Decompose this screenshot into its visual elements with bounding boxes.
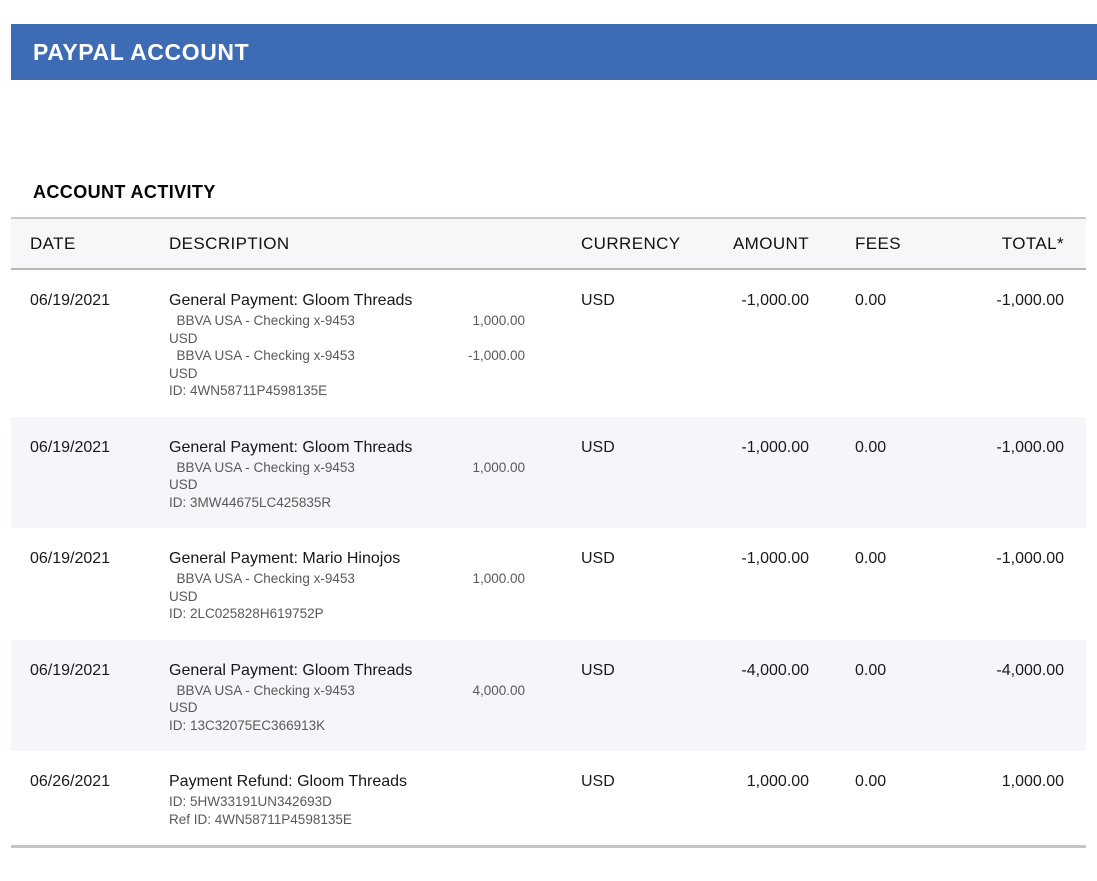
cell-amount: -1,000.00 [741, 550, 809, 567]
detail-line-text: BBVA USA - Checking x-9453 [169, 313, 355, 328]
column-header-currency: CURRENCY [581, 234, 681, 253]
cell-amount: -1,000.00 [741, 292, 809, 309]
cell-total: -4,000.00 [996, 661, 1064, 679]
cell-description [169, 417, 581, 529]
column-header-fees: FEES [855, 234, 902, 253]
detail-line-amount: -1,000.00 [467, 348, 525, 363]
detail-line-amount: 1,000.00 [472, 313, 525, 328]
detail-line-amount [415, 605, 525, 623]
cell-date: 06/19/2021 [30, 550, 111, 567]
cell-date: 06/26/2021 [30, 773, 111, 790]
cell-fees: 0.00 [855, 438, 887, 456]
account-activity-table [11, 217, 1086, 848]
column-header-description: DESCRIPTION [169, 234, 290, 253]
transaction-details [169, 793, 525, 828]
cell-date: 06/19/2021 [30, 661, 111, 679]
detail-line-text: BBVA USA - Checking x-9453 [169, 459, 355, 475]
transaction-details [169, 459, 525, 512]
detail-line-text: USD [169, 588, 198, 604]
column-header-date: DATE [30, 234, 76, 253]
table-row [11, 751, 1086, 847]
page-title: PAYPAL ACCOUNT [33, 38, 250, 65]
cell-amount: -4,000.00 [741, 661, 809, 679]
cell-fees: 0.00 [855, 292, 887, 309]
cell-description [169, 269, 581, 417]
detail-line-text: Ref ID: 4WN58711P4598135E [169, 811, 352, 827]
detail-line-amount [415, 330, 525, 348]
detail-line-text: BBVA USA - Checking x-9453 [169, 682, 355, 698]
detail-line-text: ID: 2LC025828H619752P [169, 606, 324, 621]
table-header-row [11, 218, 1086, 269]
table-row [11, 640, 1086, 752]
cell-currency: USD [581, 292, 615, 309]
transaction-description: General Payment: Gloom Threads [169, 292, 413, 309]
transaction-description: General Payment: Gloom Threads [169, 661, 413, 679]
cell-amount: 1,000.00 [746, 773, 809, 790]
detail-line-text: USD [169, 477, 198, 492]
detail-line-amount: 1,000.00 [472, 459, 525, 475]
cell-description [169, 528, 581, 640]
cell-total: -1,000.00 [996, 292, 1064, 309]
table-row [11, 528, 1086, 640]
cell-fees: 0.00 [855, 550, 887, 567]
cell-total: -1,000.00 [996, 550, 1064, 567]
detail-line-text: USD [169, 365, 198, 381]
detail-line-text: BBVA USA - Checking x-9453 [169, 571, 355, 586]
detail-line-amount [415, 476, 525, 494]
detail-line-amount [415, 588, 525, 606]
cell-currency: USD [581, 773, 615, 790]
detail-line-text: ID: 3MW44675LC425835R [169, 494, 332, 510]
detail-line-text: BBVA USA - Checking x-9453 [169, 348, 355, 363]
activity-table-body [11, 269, 1086, 847]
cell-total: -1,000.00 [996, 438, 1064, 456]
detail-line-amount: 4,000.00 [472, 682, 525, 698]
detail-line-amount [415, 382, 525, 400]
detail-line-amount [415, 811, 525, 829]
detail-line-amount [415, 699, 525, 717]
cell-amount: -1,000.00 [741, 438, 809, 456]
column-header-amount: AMOUNT [732, 234, 809, 253]
detail-line-amount [415, 365, 525, 383]
transaction-description: General Payment: Gloom Threads [169, 438, 413, 456]
transaction-description: Payment Refund: Gloom Threads [169, 773, 408, 790]
detail-line-text: USD [169, 700, 198, 715]
column-header-total: TOTAL* [1001, 234, 1064, 253]
cell-description [169, 751, 581, 847]
detail-line-amount [415, 494, 525, 512]
statement-header-bar [11, 24, 1097, 80]
detail-line-text: ID: 13C32075EC366913K [169, 717, 326, 733]
cell-currency: USD [581, 661, 615, 679]
detail-line-text: ID: 4WN58711P4598135E [169, 383, 328, 398]
table-row [11, 417, 1086, 529]
transaction-details [169, 570, 525, 623]
section-title-account-activity: ACCOUNT ACTIVITY [33, 182, 216, 202]
cell-total: 1,000.00 [1001, 773, 1064, 790]
transaction-description: General Payment: Mario Hinojos [169, 550, 401, 567]
cell-currency: USD [581, 550, 615, 567]
cell-fees: 0.00 [855, 773, 887, 790]
detail-line-text: USD [169, 330, 198, 346]
detail-line-amount: 1,000.00 [472, 571, 525, 586]
detail-line-amount [415, 793, 525, 811]
cell-fees: 0.00 [855, 661, 887, 679]
cell-date: 06/19/2021 [30, 438, 111, 456]
transaction-details [169, 682, 525, 735]
cell-currency: USD [581, 438, 615, 456]
detail-line-amount [415, 717, 525, 735]
transaction-details [169, 312, 525, 400]
table-row [11, 269, 1086, 417]
cell-date: 06/19/2021 [30, 292, 111, 309]
detail-line-text: ID: 5HW33191UN342693D [169, 794, 332, 809]
cell-description [169, 640, 581, 752]
